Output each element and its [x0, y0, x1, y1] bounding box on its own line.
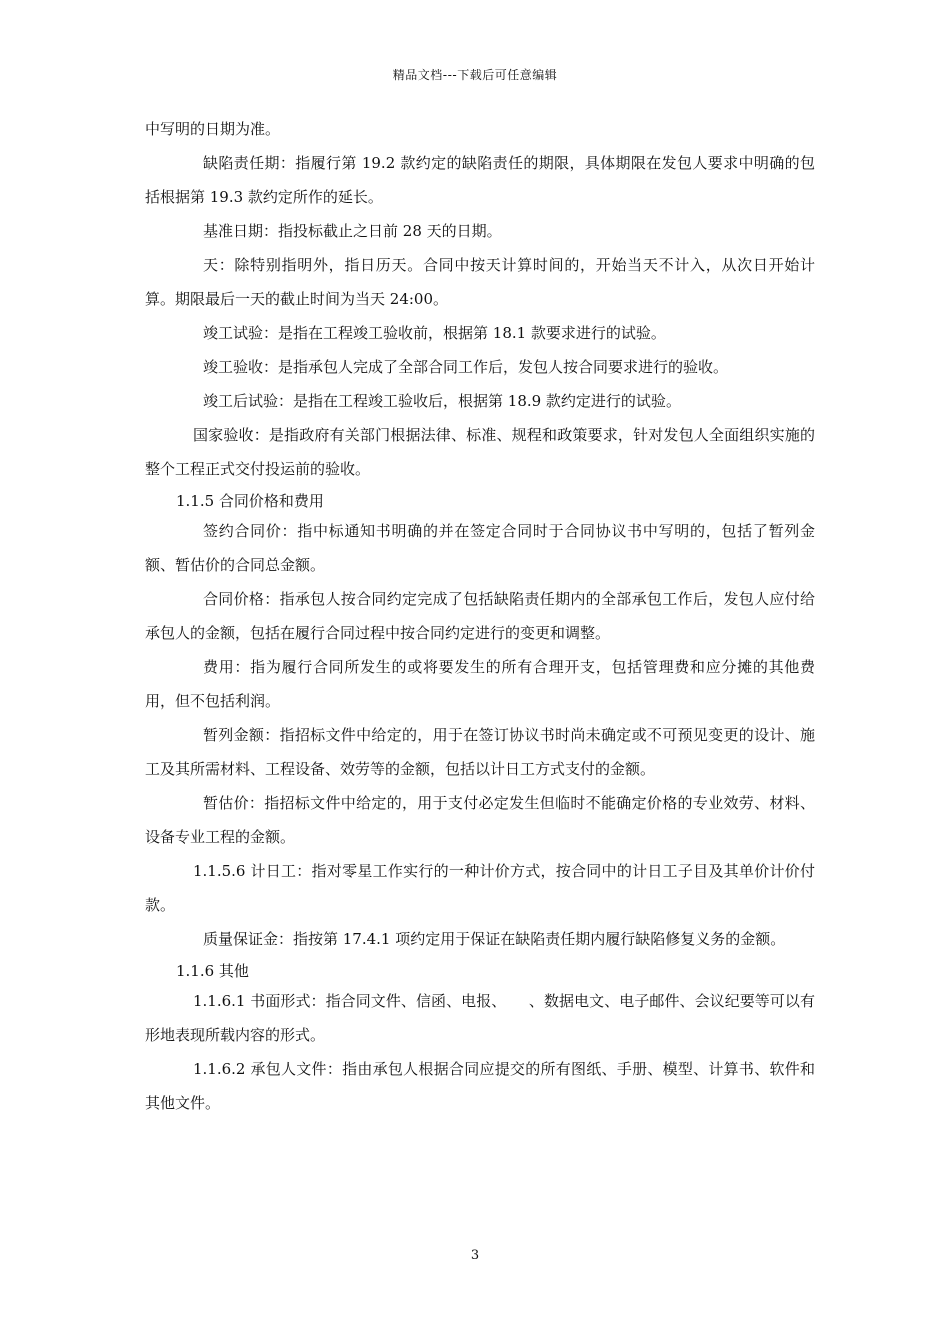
- paragraph-written-form: 1.1.6.1 书面形式：指合同文件、信函、电报、 、数据电文、电子邮件、会议纪要等可以有形地表现所载内容的形式。: [145, 992, 815, 1044]
- paragraph-provisional-sum: 暂列金额：指招标文件中给定的，用于在签订协议书时尚未确定或不可预见变更的设计、施工及其所需材料、工程设备、效劳等的金额，包括以计日工方式支付的金额。: [145, 726, 815, 778]
- page-header: 精品文档---下载后可任意编辑: [392, 68, 558, 82]
- section-heading-other: 1.1.6 其他: [176, 962, 249, 980]
- paragraph-cost: 费用：指为履行合同所发生的或将要发生的所有合理开支，包括管理费和应分摊的其他费用，但不包括利润。: [145, 658, 815, 710]
- paragraph-day: 天：除特别指明外，指日历天。合同中按天计算时间的，开始当天不计入，从次日开始计算。期限最后一天的截止时间为当天 24:00。: [145, 256, 815, 308]
- paragraph-signed-contract-price: 签约合同价：指中标通知书明确的并在签定合同时于合同协议书中写明的，包括了暂列金额、暂估价的合同总金额。: [145, 522, 815, 574]
- paragraph-completion-acceptance: 竣工验收：是指承包人完成了全部合同工作后，发包人按合同要求进行的验收。: [203, 358, 729, 376]
- paragraph-provisional-estimate: 暂估价：指招标文件中给定的，用于支付必定发生但临时不能确定价格的专业效劳、材料、设备专业工程的金额。: [145, 794, 815, 846]
- paragraph-contract-price: 合同价格：指承包人按合同约定完成了包括缺陷责任期内的全部承包工作后，发包人应付给承包人的金额，包括在履行合同过程中按合同约定进行的变更和调整。: [145, 590, 815, 642]
- paragraph-post-completion-test: 竣工后试验：是指在工程竣工验收后，根据第 18.9 款约定进行的试验。: [203, 392, 681, 410]
- paragraph-defect-liability-period: 缺陷责任期：指履行第 19.2 款约定的缺陷责任的期限，具体期限在发包人要求中明确的包括根据第 19.3 款约定所作的延长。: [145, 154, 815, 206]
- section-heading-contract-price: 1.1.5 合同价格和费用: [176, 492, 324, 510]
- document-body: [145, 112, 815, 1120]
- paragraph-retention-money: 质量保证金：指按第 17.4.1 项约定用于保证在缺陷责任期内履行缺陷修复义务的金额。: [203, 930, 786, 948]
- paragraph-base-date: 基准日期：指投标截止之日前 28 天的日期。: [203, 222, 502, 240]
- paragraph-completion-test: 竣工试验：是指在工程竣工验收前，根据第 18.1 款要求进行的试验。: [203, 324, 666, 342]
- paragraph-national-acceptance: 国家验收：是指政府有关部门根据法律、标准、规程和政策要求，针对发包人全面组织实施的整个工程正式交付投运前的验收。: [145, 426, 815, 478]
- page-number: 3: [470, 1248, 480, 1263]
- paragraph-contractor-documents: 1.1.6.2 承包人文件：指由承包人根据合同应提交的所有图纸、手册、模型、计算书、软件和其他文件。: [145, 1060, 815, 1112]
- paragraph-daywork: 1.1.5.6 计日工：指对零星工作实行的一种计价方式，按合同中的计日工子目及其单价计价付款。: [145, 862, 815, 914]
- paragraph-continuation: 中写明的日期为准。: [145, 120, 281, 138]
